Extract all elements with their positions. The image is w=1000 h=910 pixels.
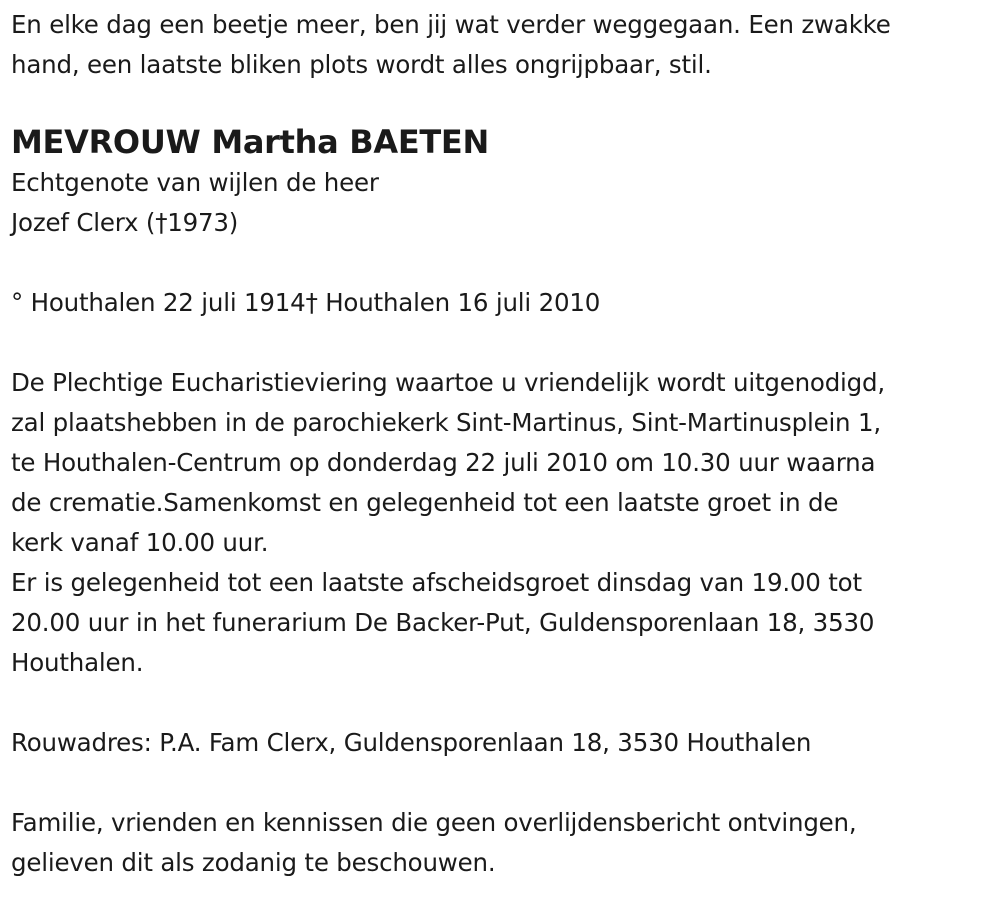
birth-death-dates: ° Houthalen 22 juli 1914† Houthalen 16 juli 2010 <box>11 288 601 317</box>
closing-line: Familie, vrienden en kennissen die geen overlijdensbericht ontvingen, <box>11 808 857 837</box>
motto <box>11 5 991 85</box>
ceremony-line: zal plaatshebben in de parochiekerk Sint-Martinus, Sint-Martinusplein 1, <box>11 408 881 437</box>
ceremony-line: kerk vanaf 10.00 uur. <box>11 528 269 557</box>
mourning-address: Rouwadres: P.A. Fam Clerx, Guldensporenlaan 18, 3530 Houthalen <box>11 728 812 757</box>
ceremony-line: Houthalen. <box>11 648 144 677</box>
obituary-notice <box>11 0 991 883</box>
closing-note <box>11 803 991 883</box>
motto-line: En elke dag een beetje meer, ben jij wat verder weggegaan. Een zwakke <box>11 10 891 39</box>
ceremony-line: De Plechtige Eucharistieviering waartoe u vriendelijk wordt uitgenodigd, <box>11 368 885 397</box>
spouse-info <box>11 163 991 243</box>
closing-line: gelieven dit als zodanig te beschouwen. <box>11 848 496 877</box>
ceremony-line: Er is gelegenheid tot een laatste afscheidsgroet dinsdag van 19.00 tot <box>11 568 862 597</box>
ceremony-line: 20.00 uur in het funerarium De Backer-Put, Guldensporenlaan 18, 3530 <box>11 608 875 637</box>
deceased-name: MEVROUW Martha BAETEN <box>11 123 489 161</box>
ceremony-line: de crematie.Samenkomst en gelegenheid tot een laatste groet in de <box>11 488 839 517</box>
spouse-line: Jozef Clerx (†1973) <box>11 208 239 237</box>
ceremony-line: te Houthalen-Centrum op donderdag 22 juli 2010 om 10.30 uur waarna <box>11 448 876 477</box>
spouse-line: Echtgenote van wijlen de heer <box>11 168 379 197</box>
ceremony-details <box>11 363 991 683</box>
motto-line: hand, een laatste bliken plots wordt alles ongrijpbaar, stil. <box>11 50 712 79</box>
